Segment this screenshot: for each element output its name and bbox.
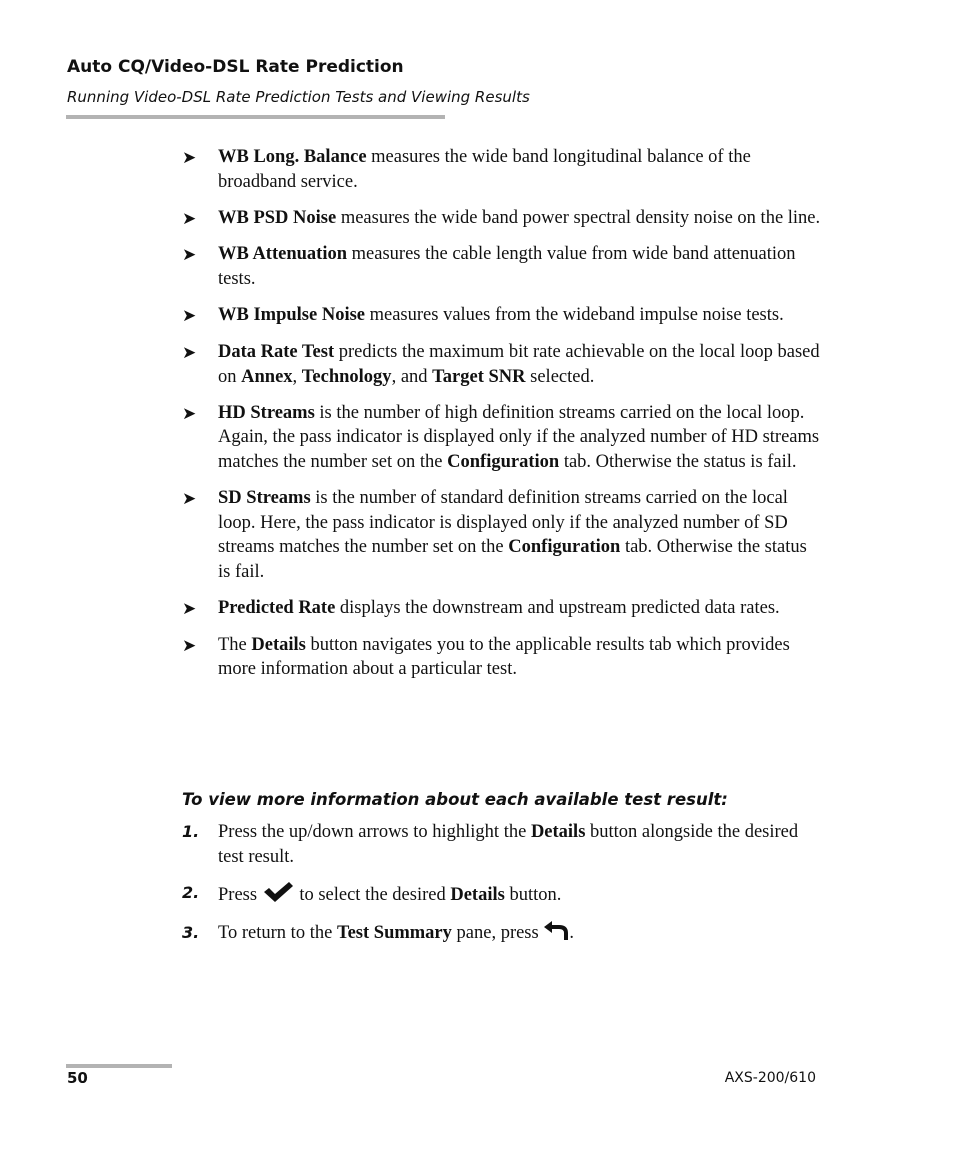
- page-number: 50: [67, 1069, 88, 1087]
- step-term: Test Summary: [336, 923, 452, 944]
- checkmark-icon: [262, 881, 295, 911]
- term-configuration: Configuration: [508, 537, 621, 558]
- section-subtitle: Running Video-DSL Rate Prediction Tests and Viewing Results: [67, 88, 530, 106]
- footer-rule: [66, 1064, 172, 1068]
- list-item: [182, 486, 822, 585]
- bullet-arrow-icon: ➤: [182, 245, 197, 265]
- step-number: 1.: [182, 822, 200, 841]
- description: predicts the maximum bit rate achievable on the local loop based on: [218, 341, 820, 387]
- description-end: selected.: [525, 366, 595, 387]
- term: WB PSD Noise: [218, 207, 337, 228]
- description: measures the wide band longitudinal balance of the broadband service.: [218, 147, 751, 192]
- list-item: [182, 633, 822, 682]
- bullet-arrow-icon: ➤: [182, 635, 197, 655]
- step-text-end: button alongside the desired test result.: [218, 822, 799, 867]
- description: is the number of high definition streams carried on the local loop. Again, the pass indicator is displayed only if the analyzed number of HD streams matches the number set on the: [218, 402, 820, 472]
- term-configuration: Configuration: [447, 451, 560, 472]
- term: WB Impulse Noise: [218, 305, 365, 326]
- bullet-arrow-icon: ➤: [182, 403, 197, 423]
- chapter-title: Auto CQ/Video-DSL Rate Prediction: [67, 57, 404, 77]
- product-name: AXS-200/610: [724, 1070, 816, 1086]
- return-arrow-icon: [543, 921, 569, 949]
- bullet-arrow-icon: ➤: [182, 148, 197, 167]
- step-text-mid: pane, press: [451, 923, 544, 944]
- step-item: [182, 921, 822, 949]
- step-text: Press: [218, 884, 262, 905]
- procedure-steps: [182, 820, 822, 960]
- list-item: [182, 401, 822, 475]
- description: measures the wide band power spectral density noise on the line.: [336, 207, 821, 228]
- step-term: Details: [450, 884, 505, 905]
- step-text-end: .: [569, 923, 574, 944]
- list-item: [182, 303, 822, 329]
- description: button navigates you to the applicable results tab which provides more information about a particular test.: [218, 634, 790, 680]
- term-target-snr: Target SNR: [432, 366, 526, 387]
- description-start: The: [218, 634, 252, 655]
- bullet-arrow-icon: ➤: [182, 306, 197, 326]
- term: HD Streams: [218, 402, 315, 423]
- term: Data Rate Test: [218, 341, 335, 362]
- step-text-mid: to select the desired: [294, 884, 451, 905]
- description: measures values from the wideband impulse noise tests.: [365, 305, 784, 326]
- list-item: [182, 340, 822, 389]
- bullet-arrow-icon: ➤: [182, 342, 197, 362]
- term: Predicted Rate: [218, 597, 336, 618]
- term: Details: [251, 634, 306, 655]
- step-number: 3.: [182, 923, 200, 943]
- term-annex: Annex: [241, 366, 293, 387]
- description-end: tab. Otherwise the status is fail.: [559, 451, 797, 472]
- step-text: To return to the: [218, 923, 337, 944]
- description: is the number of standard definition streams carried on the local loop. Here, the pass indicator is displayed only if the analyzed number of SD streams matches the number set on the: [218, 487, 788, 558]
- description: displays the downstream and upstream predicted data rates.: [335, 597, 780, 618]
- bullet-arrow-icon: ➤: [182, 598, 197, 618]
- term: WB Long. Balance: [218, 147, 367, 167]
- bullet-arrow-icon: ➤: [182, 488, 197, 508]
- step-item: [182, 881, 822, 911]
- separator: , and: [391, 366, 433, 387]
- bullet-arrow-icon: ➤: [182, 208, 197, 228]
- term-technology: Technology: [301, 366, 392, 387]
- step-text: Press the up/down arrows to highlight the: [218, 822, 531, 842]
- bullet-list: [182, 145, 822, 693]
- term: WB Attenuation: [218, 244, 348, 265]
- list-item: [182, 206, 822, 232]
- procedure-title: To view more information about each available test result:: [182, 790, 728, 809]
- header-rule: [66, 115, 445, 119]
- step-number: 2.: [182, 882, 200, 902]
- separator: ,: [292, 366, 302, 387]
- step-term: Details: [530, 822, 586, 842]
- description-end: tab. Otherwise the status is fail.: [218, 537, 807, 582]
- list-item: [182, 242, 822, 291]
- term: SD Streams: [218, 487, 311, 508]
- list-item: [182, 145, 822, 194]
- step-text-end: button.: [504, 884, 562, 905]
- list-item: [182, 596, 822, 622]
- step-item: [182, 820, 822, 869]
- description: measures the cable length value from wide band attenuation tests.: [218, 244, 796, 290]
